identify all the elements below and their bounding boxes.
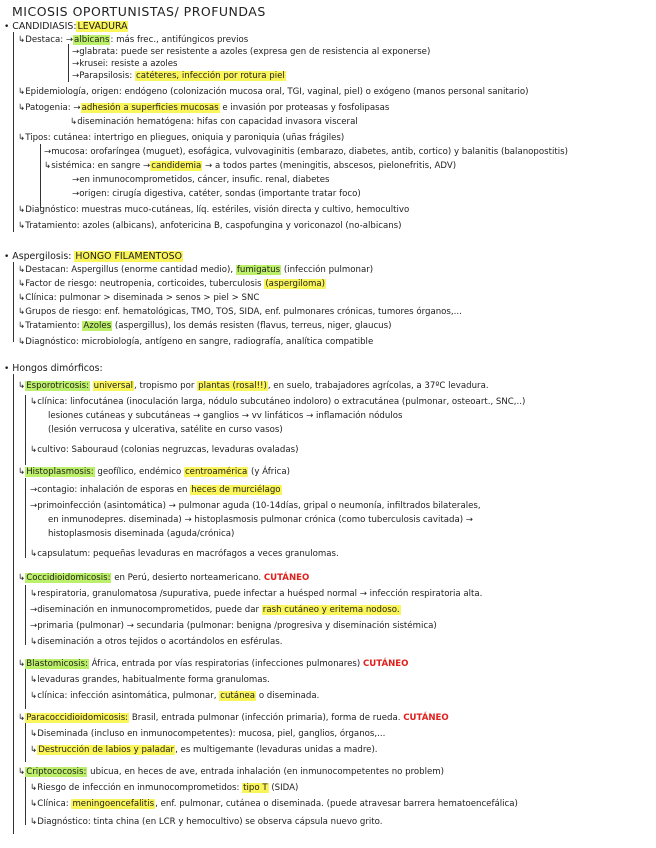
tree-line bbox=[25, 722, 26, 762]
coccidioidomicosis-resp: ↳respiratoria, granulomatosa /supurativa, puede infectar a huésped normal → infección respiratoria alta. bbox=[30, 589, 483, 599]
coccidioidomicosis-dis2: ↳diseminación a otros tejidos o acortándolos en esférulas. bbox=[30, 637, 283, 647]
esporotricosis-clinica: ↳clínica: linfocutánea (inoculación larga, nódulo subcutáneo indoloro) o extracutánea (pulmonar, osteoart., SNC,..) bbox=[30, 397, 526, 407]
tree-line bbox=[25, 395, 26, 465]
candidiasis-tipos-mucosa: →mucosa: orofaríngea (muguet), esofágica, vulvovaginitis (embarazo, diabetes, antib, cortico) y balanitis (balanopostitis) bbox=[44, 147, 568, 157]
tree-line bbox=[25, 669, 26, 709]
coccidioidomicosis-heading: ↳Coccidioidomicosis: en Perú, desierto norteamericano. CUTÁNEO bbox=[18, 573, 310, 583]
coccidioidomicosis-primaria: →primaria (pulmonar) → secundaria (pulmonar: benigna /progresiva y diseminación sistémica) bbox=[30, 621, 437, 631]
blastomicosis-heading: ↳Blastomicosis: África, entrada por vías respiratorias (infecciones pulmonares) CUTÁNEO bbox=[18, 659, 409, 669]
tree-line bbox=[13, 262, 14, 342]
tree-line bbox=[68, 44, 69, 82]
candidiasis-tratamiento: ↳Tratamiento: azoles (albicans), anfotericina B, caspofungina y voriconazol (no-albicans) bbox=[18, 221, 402, 231]
dimorficos-heading: • Hongos dimórficos: bbox=[4, 363, 103, 374]
aspergilosis-heading: • Aspergilosis: HONGO FILAMENTOSO bbox=[4, 251, 182, 262]
coccidioidomicosis-diseminacion: →diseminación en inmunocomprometidos, puede dar rash cutáneo y eritema nodoso. bbox=[30, 605, 400, 615]
candidiasis-heading: • CANDIDIASIS:LEVADURA bbox=[4, 21, 128, 32]
tree-line bbox=[13, 32, 14, 232]
candidiasis-tipos-cutanea: ↳Tipos: cutánea: intertrigo en pliegues, oniquia y paroniquia (uñas frágiles) bbox=[18, 133, 345, 143]
criptococosis-heading: ↳Criptococosis: ubicua, en heces de ave, entrada inhalación (en inmunocompetentes no problem) bbox=[18, 767, 445, 777]
histoplasmosis-heading: ↳Histoplasmosis: geofílico, endémico centroamérica (y África) bbox=[18, 467, 291, 477]
paracoccidioidomicosis-destruccion: ↳Destrucción de labios y paladar, es multigemante (levaduras unidas a madre). bbox=[30, 745, 378, 755]
esporotricosis-lesion2: (lesión verrucosa y ulcerativa, satélite en curso vasos) bbox=[48, 425, 283, 435]
candidiasis-destaca: ↳Destaca: →albicans: más frec., antifúngicos previos bbox=[18, 35, 249, 45]
candidiasis-inmuno: →en inmunocomprometidos, cáncer, insufic. renal, diabetes bbox=[72, 175, 330, 185]
esporotricosis-heading: ↳Esporotricosis: universal, tropismo por plantas (rosal!!), en suelo, trabajadores agrícolas, a 37ºC levadura. bbox=[18, 381, 489, 391]
tree-line bbox=[13, 374, 14, 834]
histoplasmosis-capsulatum: ↳capsulatum: pequeñas levaduras en macrófagos a veces granulomas. bbox=[30, 549, 339, 559]
candidiasis-krusei: →krusei: resiste a azoles bbox=[72, 59, 178, 69]
aspergilosis-grupos: ↳Grupos de riesgo: enf. hematológicas, TMO, TOS, SIDA, enf. pulmonares crónicas, tumores órganos,... bbox=[18, 307, 462, 317]
candidiasis-diagnostico: ↳Diagnóstico: muestras muco-cutáneas, líq. estériles, visión directa y cultivo, hemocultivo bbox=[18, 205, 410, 215]
histoplasmosis-primo2: en inmunodepres. diseminada) → histoplasmosis pulmonar crónica (como tuberculosis cavitada) → bbox=[48, 515, 474, 525]
histoplasmosis-primo: →primoinfección (asintomática) → pulmonar aguda (10-14días, gripal o neumonía, infiltrados bilaterales, bbox=[30, 501, 481, 511]
tree-line bbox=[25, 478, 26, 558]
criptococosis-riesgo: ↳Riesgo de infección en inmunocomprometidos: tipo T (SIDA) bbox=[30, 783, 299, 793]
paracoccidioidomicosis-heading: ↳Paracoccidioidomicosis: Brasil, entrada pulmonar (infección primaria), forma de rueda. CUTÁNEO bbox=[18, 713, 449, 723]
candidiasis-diseminacion: ↳diseminación hematógena: hifas con capacidad invasora visceral bbox=[70, 117, 358, 127]
aspergilosis-tratamiento: ↳Tratamiento: Azoles (aspergillus), los demás resisten (flavus, terreus, niger, glaucus) bbox=[18, 321, 392, 331]
tree-line bbox=[25, 775, 26, 825]
aspergilosis-clinica: ↳Clínica: pulmonar > diseminada > senos > piel > SNC bbox=[18, 293, 260, 303]
histoplasmosis-contagio: →contagio: inhalación de esporas en heces de murciélago bbox=[30, 485, 281, 495]
page-title: MICOSIS OPORTUNISTAS/ PROFUNDAS bbox=[12, 4, 266, 19]
candidiasis-patogenia: ↳Patogenia: →adhesión a superficies mucosas e invasión por proteasas y fosfolipasas bbox=[18, 103, 390, 113]
candidiasis-origen: →origen: cirugía digestiva, catéter, sondas (importante tratar foco) bbox=[72, 189, 361, 199]
blastomicosis-levaduras: ↳levaduras grandes, habitualmente forma granulomas. bbox=[30, 675, 270, 685]
candidiasis-glabrata: →glabrata: puede ser resistente a azoles (expresa gen de resistencia al exponerse) bbox=[72, 47, 431, 57]
esporotricosis-cultivo: ↳cultivo: Sabouraud (colonias negruzcas, levaduras ovaladas) bbox=[30, 445, 299, 455]
aspergilosis-factor: ↳Factor de riesgo: neutropenia, corticoides, tuberculosis (aspergiloma) bbox=[18, 279, 326, 289]
aspergilosis-destacan: ↳Destacan: Aspergillus (enorme cantidad medio), fumigatus (infección pulmonar) bbox=[18, 265, 374, 275]
aspergilosis-diagnostico: ↳Diagnóstico: microbiología, antígeno en sangre, radiografía, analítica compatible bbox=[18, 337, 374, 347]
criptococosis-diagnostico: ↳Diagnóstico: tinta china (en LCR y hemocultivo) se observa cápsula nuevo grito. bbox=[30, 817, 383, 827]
tree-line bbox=[25, 585, 26, 645]
paracoccidioidomicosis-diseminada: ↳Diseminada (incluso en inmunocompetentes): mucosa, piel, ganglios, órganos,... bbox=[30, 729, 386, 739]
criptococosis-clinica: ↳Clínica: meningoencefalitis, enf. pulmonar, cutánea o diseminada. (puede atravesar barrera hematoencefálica) bbox=[30, 799, 518, 809]
candidiasis-tipos-sistemica: ↳sistémica: en sangre →candidemia → a todos partes (meningitis, abscesos, pielonefritis, ADV) bbox=[44, 161, 457, 171]
candidiasis-parapsilosis: →Parapsilosis: catéteres, infección por rotura piel bbox=[72, 71, 285, 81]
histoplasmosis-primo3: histoplasmosis diseminada (aguda/crónica) bbox=[48, 529, 235, 539]
blastomicosis-clinica: ↳clínica: infección asintomática, pulmonar, cutánea o diseminada. bbox=[30, 691, 320, 701]
esporotricosis-lesiones: lesiones cutáneas y subcutáneas → ganglios → vv linfáticos → inflamación nódulos bbox=[48, 411, 403, 421]
candidiasis-epidemiologia: ↳Epidemiología, origen: endógeno (colonización mucosa oral, TGI, vaginal, piel) o exógeno (manos personal sanitario) bbox=[18, 87, 529, 97]
tree-line bbox=[40, 144, 41, 208]
